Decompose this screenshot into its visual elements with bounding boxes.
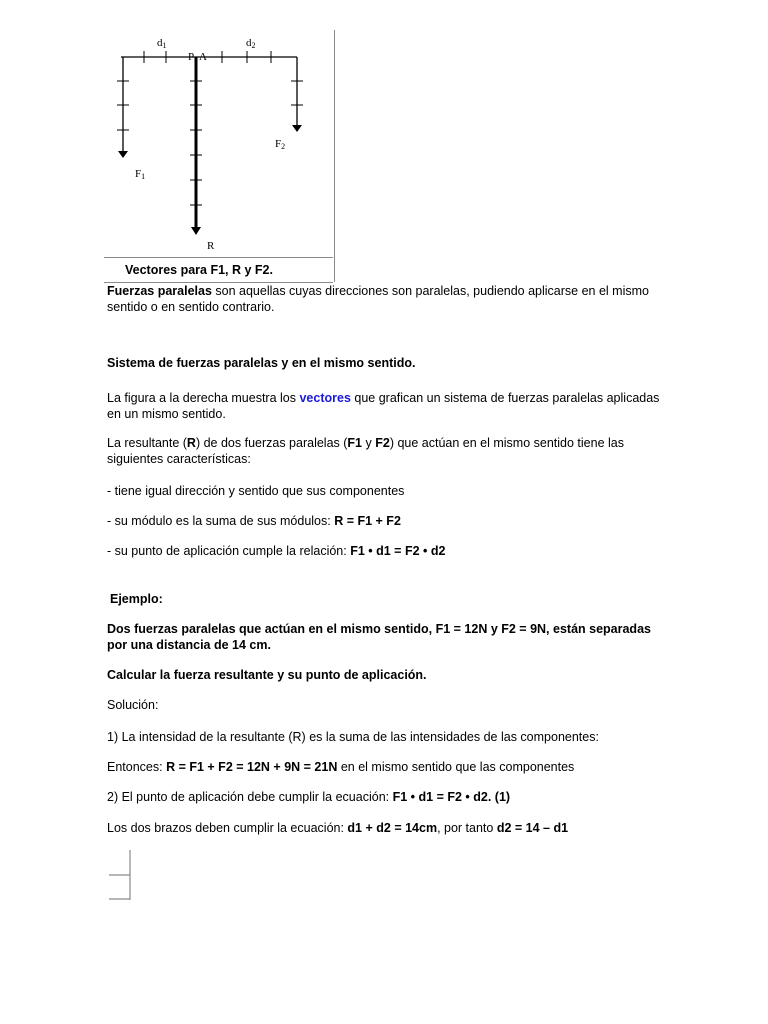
d2-subscript: 2 (251, 41, 256, 50)
step-3-before: Los dos brazos deben cumplir la ecuación: (107, 821, 348, 835)
p2-text-1: La resultante ( (107, 436, 187, 450)
p2-f1: F1 (347, 436, 363, 450)
step-1: 1) La intensidad de la resultante (R) es la suma de las intensidades de las componentes: (107, 730, 599, 744)
svg-text:d1 (157, 37, 167, 50)
example-title: Ejemplo: (110, 592, 163, 606)
bullet-application (107, 543, 667, 559)
intro-term: Fuerzas paralelas (107, 284, 212, 298)
a-label: A (199, 51, 207, 63)
step-1b-after: en el mismo sentido que las componentes (337, 760, 575, 774)
f2-subscript: 2 (281, 142, 286, 151)
step-2-formula: F1 • d1 = F2 • d2. (1) (392, 790, 511, 804)
step-1b-before: Entonces: (107, 760, 167, 774)
figure-caption: Vectores para F1, R y F2. (104, 257, 333, 283)
vector-diagram (104, 30, 334, 258)
step-3 (107, 820, 707, 836)
d2-label: d (246, 37, 252, 49)
f2-vector (291, 57, 303, 132)
p-label: P (188, 51, 195, 63)
f2-label: F (275, 138, 282, 150)
paragraph-vectors (107, 390, 667, 422)
f1-subscript: 1 (141, 172, 146, 181)
r-vector (190, 57, 202, 235)
bullet-direction: - tiene igual dirección y sentido que sus componentes (107, 484, 405, 498)
step-2 (107, 789, 707, 805)
intro-paragraph (107, 283, 667, 315)
problem-statement: Dos fuerzas paralelas que actúan en el mismo sentido, F1 = 12N y F2 = 9N, están separadas por una distancia de 14 cm. (107, 622, 651, 652)
p2-f2: F2 (375, 436, 390, 450)
vector-figure (104, 30, 335, 282)
task-statement: Calcular la fuerza resultante y su punto de aplicación. (107, 668, 427, 682)
p1-after: que grafican un sistema de fuerzas paralelas aplicadas en un mismo sentido. (107, 391, 660, 421)
section-title: Sistema de fuerzas paralelas y en el mismo sentido. (107, 356, 416, 370)
bullet-module-formula: R = F1 + F2 (334, 514, 401, 528)
f1-label: F (135, 168, 142, 180)
vectores-link[interactable]: vectores (299, 391, 351, 405)
step-3-formula-2: d2 = 14 – d1 (496, 821, 569, 835)
intro-text: son aquellas cuyas direcciones son paralelas, pudiendo aplicarse en el mismo sentido o en sentido contrario. (107, 284, 649, 314)
p2-text-2: ) de dos fuerzas paralelas ( (195, 436, 348, 450)
f1-vector (117, 57, 129, 158)
bullet-application-text: - su punto de aplicación cumple la relación: (107, 544, 351, 558)
table-fragment (108, 850, 134, 902)
svg-text:d2 (246, 37, 256, 50)
step-3-mid: , por tanto (437, 821, 497, 835)
solution-label: Solución: (107, 698, 159, 712)
step-1-result (107, 759, 707, 775)
p2-text-4: ) que actúan en el mismo sentido tiene las siguientes características: (107, 436, 624, 466)
step-1b-formula: R = F1 + F2 = 12N + 9N = 21N (166, 760, 338, 774)
p2-r: R (186, 436, 196, 450)
d1-label: d (157, 37, 163, 49)
step-3-formula-1: d1 + d2 = 14cm (347, 821, 438, 835)
p1-before: La figura a la derecha muestra los (107, 391, 300, 405)
p2-text-3: y (362, 436, 376, 450)
d1-subscript: 1 (162, 41, 167, 50)
bullet-module-text: - su módulo es la suma de sus módulos: (107, 514, 335, 528)
step-2-before: 2) El punto de aplicación debe cumplir la ecuación: (107, 790, 393, 804)
r-label: R (207, 240, 215, 252)
svg-text:F1 (135, 168, 145, 181)
bullet-application-formula: F1 • d1 = F2 • d2 (350, 544, 446, 558)
bullet-module (107, 513, 667, 529)
svg-text:F2 (275, 138, 285, 151)
paragraph-resultant (107, 435, 667, 467)
